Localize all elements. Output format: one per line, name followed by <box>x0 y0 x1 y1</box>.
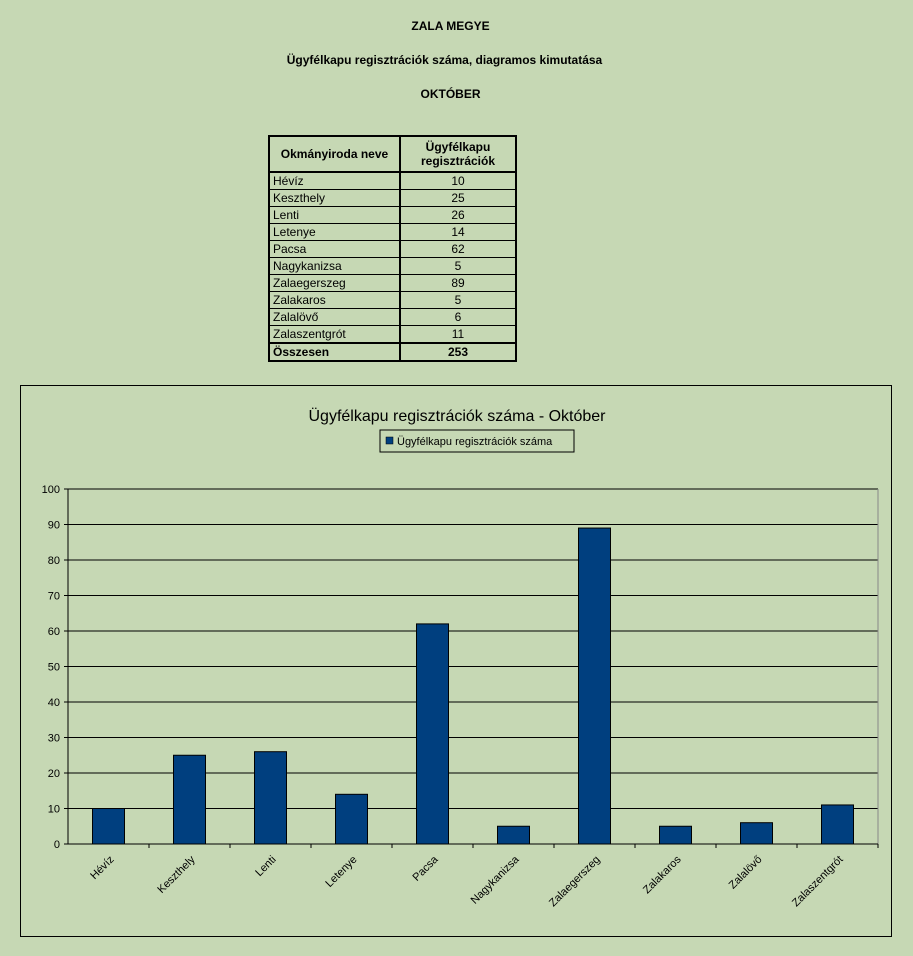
page-month: OKTÓBER <box>420 87 481 101</box>
bar <box>660 826 692 844</box>
y-tick-label: 40 <box>47 697 60 709</box>
table-cell-office: Zalaszentgrót <box>269 326 400 344</box>
table-row <box>269 172 516 190</box>
y-tick-label: 100 <box>41 484 60 496</box>
x-tick-label: Lenti <box>253 853 279 879</box>
bar <box>579 528 611 844</box>
table-cell-office: Zalaegerszeg <box>269 275 400 292</box>
table-row <box>269 241 516 258</box>
y-tick-label: 60 <box>47 626 60 638</box>
x-tick-label: Zalalövő <box>726 853 765 892</box>
table-row <box>269 224 516 241</box>
table-cell-office: Lenti <box>269 207 400 224</box>
table-header-office: Okmányiroda neve <box>269 136 400 172</box>
bar <box>417 624 449 844</box>
table-cell-value: 26 <box>400 207 516 224</box>
table-row <box>269 258 516 275</box>
table-cell-value: 89 <box>400 275 516 292</box>
x-tick-label: Nagykanizsa <box>468 853 522 907</box>
table-cell-value: 14 <box>400 224 516 241</box>
bar <box>498 826 530 844</box>
table-header-registrations <box>400 136 516 172</box>
summary-table <box>268 135 517 362</box>
chart-area <box>20 385 892 937</box>
y-tick-label: 10 <box>47 803 60 816</box>
legend-swatch <box>386 437 393 444</box>
bar <box>93 809 125 845</box>
table-cell-value: 11 <box>400 326 516 344</box>
table-cell-office: Hévíz <box>269 172 400 190</box>
x-tick-label: Keszthely <box>155 853 198 896</box>
y-tick-label: 30 <box>47 732 60 745</box>
bar <box>822 805 854 844</box>
table-cell-value: 5 <box>400 292 516 309</box>
page-subheading: Ügyfélkapu regisztrációk száma, diagramos kimutatása <box>286 53 603 67</box>
y-tick-label: 90 <box>47 519 60 532</box>
table-cell-office: Zalakaros <box>269 292 400 309</box>
x-tick-label: Zalaegerszeg <box>547 853 603 910</box>
legend-label: Ügyfélkapu regisztrációk száma <box>397 436 553 448</box>
table-row <box>269 326 516 344</box>
bar <box>336 794 368 844</box>
bar <box>255 752 287 844</box>
y-tick-label: 80 <box>47 555 60 567</box>
chart-title: Ügyfélkapu regisztrációk száma - Október <box>308 408 606 425</box>
table-cell-office: Letenye <box>269 224 400 241</box>
table-row <box>269 275 516 292</box>
page-heading: ZALA MEGYE <box>411 19 490 33</box>
table-cell-office: Keszthely <box>269 190 400 207</box>
y-tick-label: 70 <box>47 590 60 603</box>
bar <box>174 755 206 844</box>
table-cell-value: 5 <box>400 258 516 275</box>
table-row <box>269 309 516 326</box>
table-cell-office: Pacsa <box>269 241 400 258</box>
table-row <box>269 207 516 224</box>
table-header-line1: Ügyfélkapu <box>425 140 491 154</box>
y-tick-label: 50 <box>47 661 60 674</box>
x-tick-label: Zalakaros <box>640 853 684 897</box>
table-cell-value: 6 <box>400 309 516 326</box>
y-tick-label: 0 <box>53 839 60 851</box>
x-tick-label: Letenye <box>323 853 360 890</box>
x-tick-label: Hévíz <box>88 853 117 883</box>
table-cell-value: 62 <box>400 241 516 258</box>
table-cell-value: 25 <box>400 190 516 207</box>
table-row <box>269 190 516 207</box>
table-cell-office: Zalalövő <box>269 309 400 326</box>
x-tick-label: Pacsa <box>410 853 441 884</box>
table-cell-value: 10 <box>400 172 516 190</box>
table-cell-office: Nagykanizsa <box>269 258 400 275</box>
table-row <box>269 292 516 309</box>
y-tick-label: 20 <box>47 768 60 780</box>
table-header-line2: regisztrációk <box>420 154 496 168</box>
bar-chart <box>21 386 891 936</box>
x-tick-label: Zalaszentgrót <box>790 853 846 910</box>
total-label: Összesen <box>269 343 400 361</box>
table-total-row <box>269 343 516 361</box>
bar <box>741 823 773 844</box>
total-value: 253 <box>400 343 516 361</box>
